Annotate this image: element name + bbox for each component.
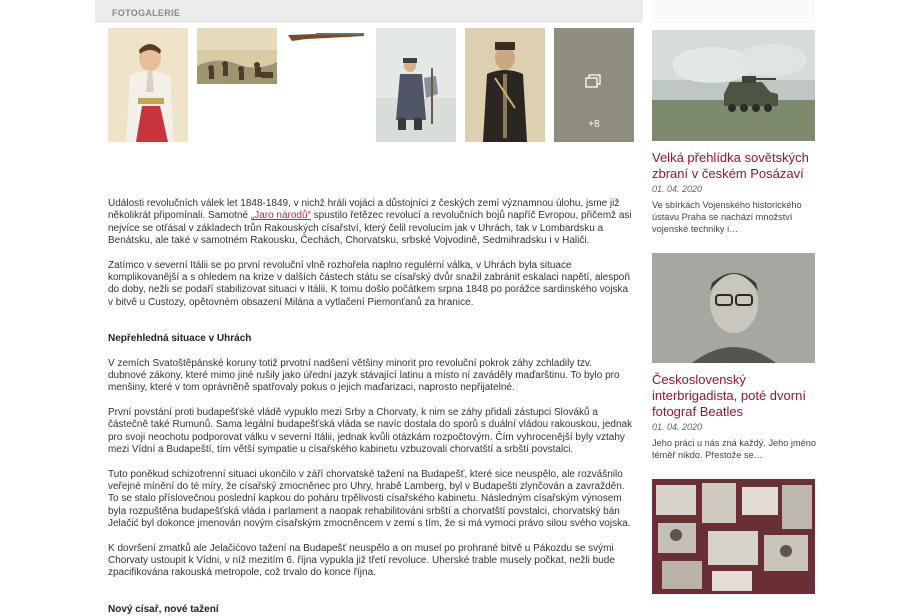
article-paragraph: V zemích Svatoštěpánské koruny totiž prvotní nadšení většiny minorit pro revoluční pokrok záhy zchladily tzv. dubnové zákony, které mimo jiné rušily jako úřední jazyk stávající latinu a místo ní zaváděly maďarštinu. To bylo pro menšiny, které v tom oprávněně spatřovaly pokus o jejich maďarizaci, naprosto nepřijatelné. bbox=[108, 357, 620, 394]
section-heading: Nový císař, nové tažení bbox=[108, 603, 219, 615]
gallery-more-tile[interactable] bbox=[554, 28, 634, 142]
sidebar-card-image-collage[interactable] bbox=[652, 479, 815, 594]
sidebar-card-excerpt: Ve sbírkách Vojenského historického ústavu Praha se nachází množství vojenské techniky i… bbox=[652, 200, 802, 234]
gallery-more-count: +8 bbox=[588, 119, 600, 130]
sidebar-card-image-portrait[interactable] bbox=[652, 253, 815, 363]
gallery-thumb-soldiers-winter[interactable] bbox=[376, 28, 456, 142]
gallery-thumb-battle-scene[interactable] bbox=[197, 28, 277, 142]
gallery-thumb-portrait-officer[interactable] bbox=[108, 28, 188, 142]
jaro-narodu-link[interactable]: „Jaro národů“ bbox=[250, 210, 311, 222]
article-paragraph: První povstání proti budapešťské vládě vypuklo mezi Srby a Chorvaty, k nim se záhy přidali zástupci Slováků a částečně také Rumunů. Sama legální budapešťská vláda se navíc dostala do sporů s duální vládou rakouskou, jednak pro svoji neochotu podporovat válku v severní Itálii, jednak kvůli otázkám rozpočtovým. Čím vyhrocenější byly vztahy mezi Vídní a Budapeští, tím větší sympatie u císařského kabinetu vzbuzovali chorvatští a srbští povstalci. bbox=[108, 406, 633, 456]
article-body bbox=[108, 198, 633, 616]
sidebar-card-image-tank[interactable] bbox=[652, 30, 815, 141]
sidebar-card-excerpt: Jeho práci u nás zná každý. Jeho jméno téměř nikdo. Přestože se… bbox=[652, 438, 816, 460]
sidebar-card-title[interactable]: Velká přehlídka sovětských zbraní v českém Posázaví bbox=[652, 150, 809, 181]
sidebar-card-date: 01. 04. 2020 bbox=[652, 184, 703, 194]
article-paragraph: Zatímco v severní Itálii se po první revoluční vlně rozhořela naplno regulérní válka, v Uhrách byla situace komplikovanější a s ohledem na krize v dalších částech státu se císařský dvůr snažil zabránit eskalaci napětí, alespoň do doby, nežli se podaří stabilizovat situaci v Itálii. K tomu došlo počátkem srpna 1848 po porážce sardinského vojska v bitvě u Custozy, opětovném obsazení Milána a vytlačení Piemonťanů za hranice. bbox=[108, 259, 630, 308]
sidebar-card-title[interactable]: Československý interbrigadista, poté dvorní fotograf Beatles bbox=[652, 372, 806, 419]
gallery-thumb-rifle[interactable] bbox=[286, 28, 366, 142]
sidebar-top-strip bbox=[652, 0, 815, 23]
article-paragraph: Události revolučních válek let 1848-1849, v nichž hráli vojáci a důstojníci z českých zemí významnou úlohu, jsme již několikrát připomínali. Samotné „Jaro národů“ spustilo řetězec revolucí a revolučních bojů napříč Evropou, přičemž asi nejvíce se otřásal v základech trůn Rakouských císařství, který čelil revolucím jak v Uhrách, tak v Lombardsku a Benátsku, ale také v samotném Rakousku, Čechách, Chorvatsku, srbské Vojvodině, Sedmihradsku i v Haliči. bbox=[108, 198, 632, 247]
section-heading: Nepřehledná situace v Uhrách bbox=[108, 333, 252, 345]
article-paragraph: K dovršení zmatků ale Jelačićovo tažení na Budapešť neuspělo a on musel po prohrané bitvě u Pákozdu se svými Chorvaty ustoupit k Vídni, v níž mezitím 6. října vypukla již třetí revoluce. Uherské trable musely počkat, nežli bude zpacifikována rakouská metropole, což trvalo do konce října. bbox=[108, 542, 615, 579]
gallery-label: FOTOGALERIE bbox=[112, 8, 181, 18]
sidebar-card-date: 01. 04. 2020 bbox=[652, 422, 703, 432]
article-paragraph: Tuto poněkud schizofrenní situaci ukončilo v září chorvatské tažení na Budapešť, které sice neuspělo, ale rozvášnilo veřejné mínění do té míry, že císařský zmocněnec pro Uhry, hrabě Lamberg, byl v Budapešti zlynčován a zavražděn. To se stalo příslovečnou poslední kapkou do poháru trpělivosti císařského kabinetu. Následným císařským výnosem byla rozpuštěna budapešťská vláda i parlament a naopak rehabilitováni srbští a chorvatští povstalci, chorvatský bán Jelačić byl dokonce jmenován novým císařským zmocněncem v zemi s tím, že si má vymoci právo silou svého vojska. bbox=[108, 468, 631, 530]
gallery-thumb-portrait-general[interactable] bbox=[465, 28, 545, 142]
gallery-stack-icon bbox=[585, 74, 601, 88]
